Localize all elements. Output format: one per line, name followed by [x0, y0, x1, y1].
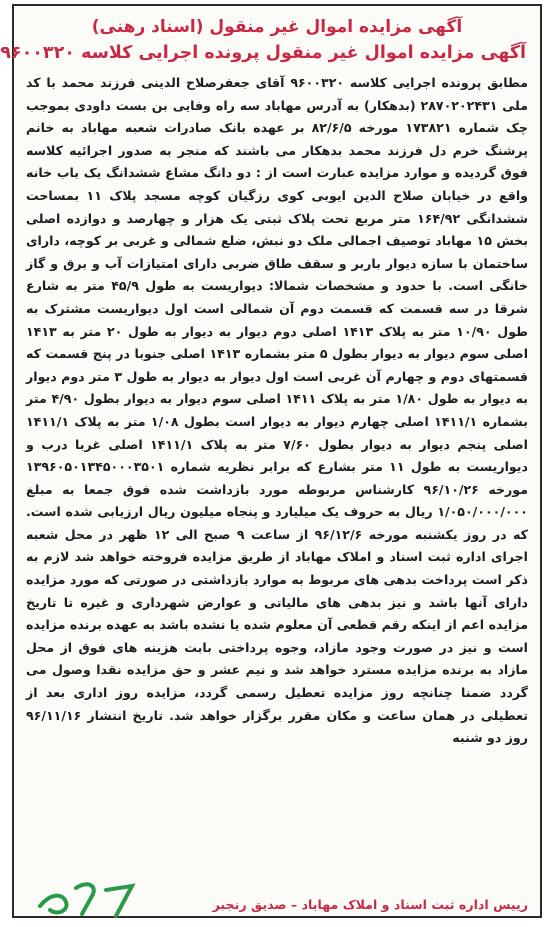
notice-body: مطابق پرونده اجرایی کلاسه ۹۶۰۰۳۲۰ آقای جعفرصلاح الدینی فرزند محمد با کد ملی ۲۸۷۰۲۰۲۴۳۱ (بدهکار) به آدرس مهاباد سه راه وفایی بن بست داودی بموجب چک شماره ۱۷۳۸۲۱ مورخه ۸۲/۶/۵ بر عهده بانک صادرات شعبه مهاباد به خانم پرشنگ خرم دل فرزند محمد بدهکار می باشند که منجر به صدور اجرائیه کلاسه فوق گردیده و موارد مزایده عبارت است از : دو دانگ مشاع ششدانگ یک باب خانه واقع در خیابان صلاح الدین ایوبی کوی رزگیان کوچه مسجد پلاک ۱۱ بمساحت ششدانگی ۱۶۴/۹۲ متر مربع تحت پلاک ثبتی یک هزار و چهارصد و دوازده اصلی بخش ۱۵ مهاباد توصیف اجمالی ملک دو نبش، ضلع شمالی و غربی بر کوچه، دارای ساختمان با سازه دیوار باربر و سقف طاق ضربی دارای امتیازات آب و برق و گاز خانگی است. با حدود و مشخصات شمالا: دیواریست به طول ۴۵/۹ متر به شارع شرقا در سه قسمت که قسمت دوم آن شمالی است اول دیواریست مشترک به طول ۱۰/۹۰ متر به پلاک ۱۴۱۳ اصلی دوم دیوار به دیوار به طول ۲۰ متر به ۱۴۱۳ اصلی سوم دیوار به دیوار بطول ۵ متر بشماره ۱۴۱۳ اصلی جنوبا در پنج قسمت که قسمتهای دوم و چهارم آن غربی است اول دیوار به دیوار به طول ۳ متر دوم دیوار به دیوار به طول ۱/۸۰ متر به پلاک ۱۴۱۱ اصلی سوم دیوار به دیوار بطول ۴/۹۰ متر بشماره ۱۴۱۱/۱ اصلی چهارم دیوار به دیوار است بطول ۱/۰۸ متر به پلاک ۱۴۱۱/۱ اصلی پنجم دیوار به دیوار بطول ۷/۶۰ متر به پلاک ۱۴۱۱/۱ اصلی غربا درب و دیواریست به طول ۱۱ متر بشارع که برابر نظریه شماره ۱۳۹۶۰۵۰۱۳۴۵۰۰۰۳۵۰۱ مورخه ۹۶/۱۰/۲۶ کارشناس مربوطه مورد بازداشت شده فوق جمعا به مبلغ ۱/۰۵۰/۰۰۰/۰۰۰ ریال به حروف یک میلیارد و پنجاه میلیون ریال ارزیابی شده است. که در روز یکشنبه مورخه ۹۶/۱۲/۶ از ساعت ۹ صبح الی ۱۲ ظهر در محل شعبه اجرای اداره ثبت اسناد و املاک مهاباد از طریق مزایده فروخته خواهد شد لازم به ذکر است پرداخت بدهی های مربوط به موارد بازداشتی در صورتی که مورد مزایده دارای آنها باشد و نیز بدهی های مالیاتی و عوارض شهرداری و غیره تا تاریخ مزایده اعم از اینکه رقم قطعی آن معلوم شده یا نشده باشد به عهده برنده مزایده است و نیز در صورت وجود مازاد، وجوه پرداختی بابت هزینه های فوق از محل مازاد به برنده مزایده مسترد خواهد شد و نیم عشر و حق مزایده نقدا وصول می گردد ضمنا چنانچه روز مزایده تعطیل رسمی گردد، مزایده روز اداری بعد از تعطیلی در همان ساعت و مکان مقرر برگزار خواهد شد. تاریخ انتشار ۹۶/۱۱/۱۶ روز دو شنبه — [26, 75, 529, 746]
notice-subtitle: آگهی مزایده اموال غیر منقول پرونده اجرایی کلاسه ۹۶۰۰۳۲۰ — [0, 43, 526, 63]
notice-title: آگهی مزایده اموال غیر منقول (اسناد رهنی) — [91, 17, 463, 37]
signature-line: رییس اداره ثبت اسناد و املاک مهاباد – صدیق رنجبر — [212, 897, 528, 912]
legal-notice — [0, 4, 542, 918]
handwritten-number-mark — [32, 872, 152, 920]
